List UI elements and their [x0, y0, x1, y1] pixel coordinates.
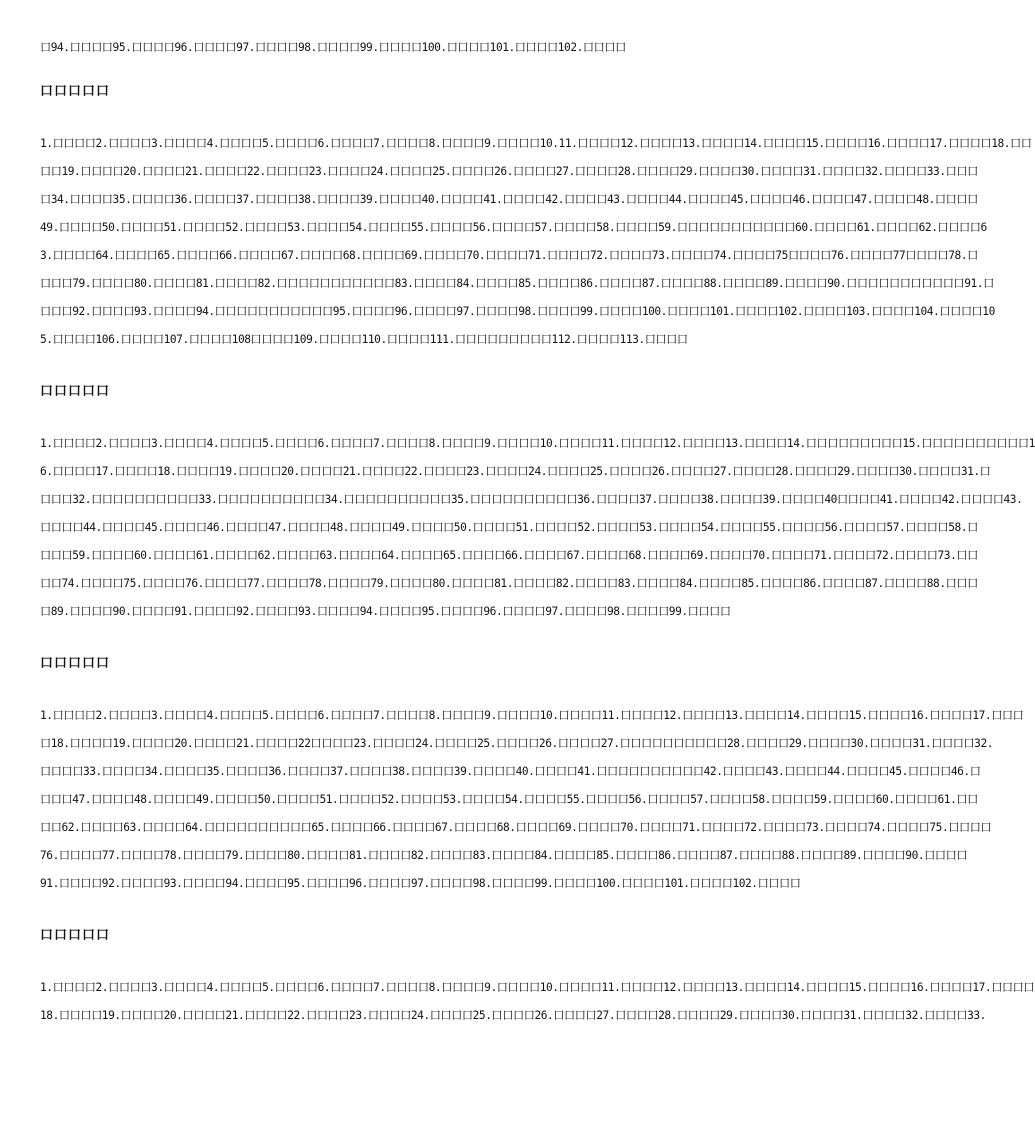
section-heading: 口口口口口	[40, 384, 111, 399]
body-text-line: 口口口59.口口口口60.口口口口61.口口口口62.口口口口63.口口口口64.口口口口65.口口口口66.口口口口67.口口口口68.口口口口69.口口口口70.口口口口71.口口口口72.口口口口73.口口	[40, 549, 978, 562]
section-2	[40, 378, 1035, 626]
body-text-line: 口口口口33.口口口口34.口口口口35.口口口口36.口口口口37.口口口口38.口口口口39.口口口口40.口口口口41.口口口口口口口口口口42.口口口口43.口口口口44.口口口口45.口口口口46.口	[40, 765, 981, 778]
section-body	[40, 702, 1024, 898]
section-heading: 口口口口口	[40, 656, 111, 671]
body-text-line: 6.口口口口17.口口口口18.口口口口19.口口口口20.口口口口21.口口口口22.口口口口23.口口口口24.口口口口25.口口口口26.口口口口27.口口口口28.口口口口29.口口口口30.口口口口31.口	[40, 465, 991, 478]
body-text-line: 91.口口口口92.口口口口93.口口口口94.口口口口95.口口口口96.口口口口97.口口口口98.口口口口99.口口口口100.口口口口101.口口口口102.口口口口	[40, 877, 801, 890]
body-text-line: 口18.口口口口19.口口口口20.口口口口21.口口口口22口口口口23.口口口口24.口口口口25.口口口口26.口口口口27.口口口口口口口口口口28.口口口口29.口口口口30.口口口口31.口口口口32.	[40, 737, 994, 750]
section-1	[40, 78, 1032, 354]
section-body	[40, 430, 1035, 626]
body-text-line: 口口口47.口口口口48.口口口口49.口口口口50.口口口口51.口口口口52.口口口口53.口口口口54.口口口口55.口口口口56.口口口口57.口口口口58.口口口口59.口口口口60.口口口口61.口口	[40, 793, 978, 806]
body-text-line: 口口口口44.口口口口45.口口口口46.口口口口47.口口口口48.口口口口49.口口口口50.口口口口51.口口口口52.口口口口53.口口口口54.口口口口55.口口口口56.口口口口57.口口口口58.口	[40, 521, 978, 534]
body-text-line: 1.口口口口2.口口口口3.口口口口4.口口口口5.口口口口6.口口口口7.口口口口8.口口口口9.口口口口10.11.口口口口12.口口口口13.口口口口14.口口口口15.口口口口16.口口口口17.口口口口18.口口	[40, 137, 1032, 150]
body-text-line: 口口口92.口口口口93.口口口口94.口口口口口口口口口口口95.口口口口96.口口口口97.口口口口98.口口口口99.口口口口100.口口口口101.口口口口102.口口口口103.口口口口104.口口口口10	[40, 305, 995, 318]
body-text-line: 口89.口口口口90.口口口口91.口口口口92.口口口口93.口口口口94.口口口口95.口口口口96.口口口口97.口口口口98.口口口口99.口口口口	[40, 605, 731, 618]
body-text-line: 口34.口口口口35.口口口口36.口口口口37.口口口口38.口口口口39.口口口口40.口口口口41.口口口口42.口口口口43.口口口口44.口口口口45.口口口口46.口口口口47.口口口口48.口口口口	[40, 193, 978, 206]
body-text-line: 3.口口口口64.口口口口65.口口口口66.口口口口67.口口口口68.口口口口69.口口口口70.口口口口71.口口口口72.口口口口73.口口口口74.口口口口75口口口口76.口口口口77口口口口78.口	[40, 249, 978, 262]
body-text-line: 口口19.口口口口20.口口口口21.口口口口22.口口口口23.口口口口24.口口口口25.口口口口26.口口口口27.口口口口28.口口口口29.口口口口30.口口口口31.口口口口32.口口口口33.口口口	[40, 165, 978, 178]
body-text-line: 18.口口口口19.口口口口20.口口口口21.口口口口22.口口口口23.口口口口24.口口口口25.口口口口26.口口口口27.口口口口28.口口口口29.口口口口30.口口口口31.口口口口32.口口口口33.	[40, 1009, 986, 1022]
body-text-line: 口口口32.口口口口口口口口口口33.口口口口口口口口口口34.口口口口口口口口口口35.口口口口口口口口口口36.口口口口37.口口口口38.口口口口39.口口口口40口口口口41.口口口口42.口口口口43.	[40, 493, 1023, 506]
body-text-line: 1.口口口口2.口口口口3.口口口口4.口口口口5.口口口口6.口口口口7.口口口口8.口口口口9.口口口口10.口口口口11.口口口口12.口口口口13.口口口口14.口口口口15.口口口口16.口口口口17.口口口	[40, 709, 1024, 722]
section-3	[40, 650, 1024, 898]
body-text-line: 49.口口口口50.口口口口51.口口口口52.口口口口53.口口口口54.口口口口55.口口口口56.口口口口57.口口口口58.口口口口59.口口口口口口口口口口口60.口口口口61.口口口口62.口口口口6	[40, 221, 987, 234]
body-text-line: 76.口口口口77.口口口口78.口口口口79.口口口口80.口口口口81.口口口口82.口口口口83.口口口口84.口口口口85.口口口口86.口口口口87.口口口口88.口口口口89.口口口口90.口口口口	[40, 849, 968, 862]
document-page	[40, 34, 1035, 1054]
body-text-line: 口口口79.口口口口80.口口口口81.口口口口82.口口口口口口口口口口口83.口口口口84.口口口口85.口口口口86.口口口口87.口口口口88.口口口口89.口口口口90.口口口口口口口口口口口91.口	[40, 277, 994, 290]
section-body	[40, 130, 1032, 354]
body-text-line: 5.口口口口106.口口口口107.口口口口108口口口口109.口口口口110.口口口口111.口口口口口口口口口112.口口口口113.口口口口	[40, 333, 688, 346]
section-heading: 口口口口口	[40, 84, 111, 99]
section-4	[40, 922, 1035, 1030]
section-body	[40, 974, 1035, 1030]
body-text-line: 1.口口口口2.口口口口3.口口口口4.口口口口5.口口口口6.口口口口7.口口口口8.口口口口9.口口口口10.口口口口11.口口口口12.口口口口13.口口口口14.口口口口15.口口口口16.口口口口17.口口口口	[40, 981, 1035, 994]
body-text-line: 1.口口口口2.口口口口3.口口口口4.口口口口5.口口口口6.口口口口7.口口口口8.口口口口9.口口口口10.口口口口11.口口口口12.口口口口13.口口口口14.口口口口口口口口口15.口口口口口口口口口口1	[40, 437, 1035, 450]
body-text-line: 口口62.口口口口63.口口口口64.口口口口口口口口口口65.口口口口66.口口口口67.口口口口68.口口口口69.口口口口70.口口口口71.口口口口72.口口口口73.口口口口74.口口口口75.口口口口	[40, 821, 992, 834]
section-heading: 口口口口口	[40, 928, 111, 943]
body-text-line: 口口74.口口口口75.口口口口76.口口口口77.口口口口78.口口口口79.口口口口80.口口口口81.口口口口82.口口口口83.口口口口84.口口口口85.口口口口86.口口口口87.口口口口88.口口口	[40, 577, 978, 590]
intro-text-line: 口94.口口口口95.口口口口96.口口口口97.口口口口98.口口口口99.口口口口100.口口口口101.口口口口102.口口口口	[40, 41, 626, 54]
